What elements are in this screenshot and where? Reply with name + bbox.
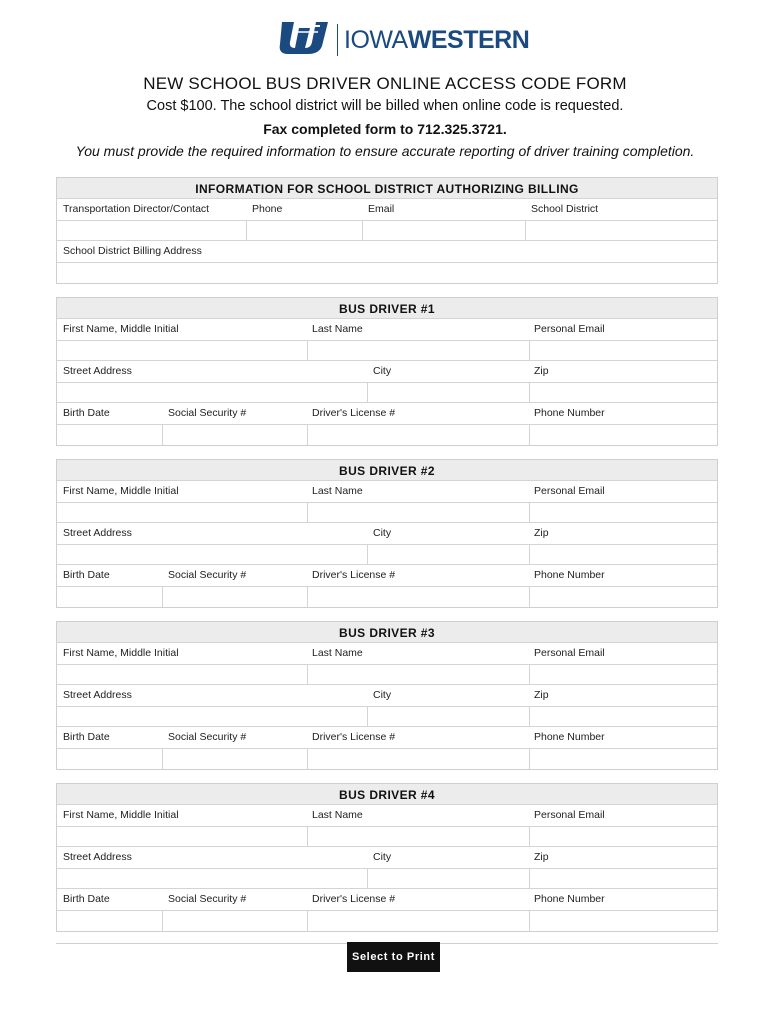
zip-label: Zip — [534, 851, 549, 863]
billing-address-label: School District Billing Address — [63, 245, 202, 257]
bus-driver-4-heading: BUS DRIVER #4 — [57, 784, 717, 805]
phone-number-label: Phone Number — [534, 407, 605, 419]
driver-input-row — [57, 869, 717, 889]
driver-3-personal-email-field[interactable] — [529, 665, 717, 684]
phone-number-label: Phone Number — [534, 893, 605, 905]
cost-text: Cost $100. The school district will be billed when online code is requested. — [146, 98, 624, 114]
drivers-license-label: Driver's License # — [312, 893, 396, 905]
driver-input-row — [57, 911, 717, 931]
billing-address-field[interactable] — [57, 263, 717, 283]
drivers-license-label: Driver's License # — [312, 569, 396, 581]
driver-3-drivers-license-field[interactable] — [307, 749, 529, 769]
zip-label: Zip — [534, 365, 549, 377]
logo-word-western: WESTERN — [407, 26, 530, 54]
driver-3-last-name-field[interactable] — [307, 665, 529, 684]
driver-label-row — [57, 889, 717, 911]
driver-2-drivers-license-field[interactable] — [307, 587, 529, 607]
iowa-western-logo — [276, 18, 530, 60]
logo-word-iowa: IOWA — [344, 26, 408, 54]
ssn-label: Social Security # — [168, 407, 247, 419]
drivers-license-label: Driver's License # — [312, 407, 396, 419]
ssn-label: Social Security # — [168, 569, 247, 581]
zip-label: Zip — [534, 689, 549, 701]
driver-1-phone-number-field[interactable] — [529, 425, 717, 445]
driver-4-drivers-license-field[interactable] — [307, 911, 529, 931]
ssn-label: Social Security # — [168, 731, 247, 743]
driver-3-zip-field[interactable] — [529, 707, 717, 726]
driver-label-row — [57, 403, 717, 425]
driver-input-row — [57, 707, 717, 727]
driver-1-street-address-field[interactable] — [57, 383, 367, 402]
driver-4-city-field[interactable] — [367, 869, 529, 888]
contact-field[interactable] — [57, 221, 246, 240]
requirement-note: You must provide the required information to ensure accurate reporting of driver training completion. — [75, 143, 695, 159]
billing-address-input-row — [57, 263, 717, 283]
driver-2-first-name-field[interactable] — [57, 503, 307, 522]
personal-email-label: Personal Email — [534, 809, 605, 821]
driver-input-row — [57, 665, 717, 685]
driver-label-row — [57, 847, 717, 869]
bus-driver-2-heading: BUS DRIVER #2 — [57, 460, 717, 481]
driver-4-last-name-field[interactable] — [307, 827, 529, 846]
first-name-label: First Name, Middle Initial — [63, 809, 179, 821]
billing-email-field[interactable] — [362, 221, 525, 240]
city-label: City — [373, 527, 392, 539]
driver-label-row — [57, 523, 717, 545]
driver-2-zip-field[interactable] — [529, 545, 717, 564]
driver-input-row — [57, 503, 717, 523]
driver-3-birth-date-field[interactable] — [57, 749, 162, 769]
billing-phone-field[interactable] — [246, 221, 362, 240]
driver-label-row — [57, 805, 717, 827]
driver-4-street-address-field[interactable] — [57, 869, 367, 888]
first-name-label: First Name, Middle Initial — [63, 647, 179, 659]
driver-label-row — [57, 361, 717, 383]
driver-label-row — [57, 319, 717, 341]
school-district-field[interactable] — [525, 221, 717, 240]
bus-driver-4-section — [56, 783, 718, 932]
driver-input-row — [57, 587, 717, 607]
driver-input-row — [57, 545, 717, 565]
logo-divider — [337, 24, 338, 56]
driver-1-city-field[interactable] — [367, 383, 529, 402]
driver-1-zip-field[interactable] — [529, 383, 717, 402]
driver-3-ssn-field[interactable] — [162, 749, 307, 769]
driver-4-phone-number-field[interactable] — [529, 911, 717, 931]
contact-label: Transportation Director/Contact — [63, 203, 210, 215]
phone-number-label: Phone Number — [534, 731, 605, 743]
personal-email-label: Personal Email — [534, 323, 605, 335]
driver-2-phone-number-field[interactable] — [529, 587, 717, 607]
driver-4-first-name-field[interactable] — [57, 827, 307, 846]
fax-instruction: Fax completed form to 712.325.3721. — [263, 121, 507, 137]
driver-3-first-name-field[interactable] — [57, 665, 307, 684]
ssn-label: Social Security # — [168, 893, 247, 905]
driver-1-first-name-field[interactable] — [57, 341, 307, 360]
driver-input-row — [57, 383, 717, 403]
bus-driver-2-section — [56, 459, 718, 608]
last-name-label: Last Name — [312, 809, 363, 821]
street-address-label: Street Address — [63, 527, 132, 539]
zip-label: Zip — [534, 527, 549, 539]
driver-input-row — [57, 827, 717, 847]
driver-input-row — [57, 341, 717, 361]
street-address-label: Street Address — [63, 851, 132, 863]
billing-heading: INFORMATION FOR SCHOOL DISTRICT AUTHORIZING BILLING — [57, 178, 717, 199]
last-name-label: Last Name — [312, 647, 363, 659]
school-district-label: School District — [531, 203, 599, 215]
personal-email-label: Personal Email — [534, 485, 605, 497]
birth-date-label: Birth Date — [63, 407, 110, 419]
city-label: City — [373, 851, 392, 863]
bus-driver-3-heading: BUS DRIVER #3 — [57, 622, 717, 643]
driver-1-birth-date-field[interactable] — [57, 425, 162, 445]
logo-wordmark — [344, 24, 529, 56]
bus-driver-1-section — [56, 297, 718, 446]
driver-2-personal-email-field[interactable] — [529, 503, 717, 522]
driver-label-row — [57, 685, 717, 707]
driver-2-birth-date-field[interactable] — [57, 587, 162, 607]
driver-2-city-field[interactable] — [367, 545, 529, 564]
billing-phone-label: Phone — [252, 203, 283, 215]
driver-3-street-address-field[interactable] — [57, 707, 367, 726]
city-label: City — [373, 689, 392, 701]
phone-number-label: Phone Number — [534, 569, 605, 581]
first-name-label: First Name, Middle Initial — [63, 323, 179, 335]
driver-2-ssn-field[interactable] — [162, 587, 307, 607]
driver-1-drivers-license-field[interactable] — [307, 425, 529, 445]
driver-4-zip-field[interactable] — [529, 869, 717, 888]
city-label: City — [373, 365, 392, 377]
bus-driver-1-heading: BUS DRIVER #1 — [57, 298, 717, 319]
billing-address-label-row — [57, 241, 717, 263]
driver-label-row — [57, 727, 717, 749]
form-title: NEW SCHOOL BUS DRIVER ONLINE ACCESS CODE FORM — [143, 74, 627, 93]
driver-label-row — [57, 481, 717, 503]
driver-4-ssn-field[interactable] — [162, 911, 307, 931]
billing-email-label: Email — [368, 203, 395, 215]
bus-driver-3-section — [56, 621, 718, 770]
birth-date-label: Birth Date — [63, 731, 110, 743]
last-name-label: Last Name — [312, 485, 363, 497]
last-name-label: Last Name — [312, 323, 363, 335]
driver-1-personal-email-field[interactable] — [529, 341, 717, 360]
personal-email-label: Personal Email — [534, 647, 605, 659]
billing-label-row — [57, 199, 717, 221]
street-address-label: Street Address — [63, 365, 132, 377]
street-address-label: Street Address — [63, 689, 132, 701]
iowa-western-logo-mark-icon — [276, 20, 332, 56]
driver-input-row — [57, 749, 717, 769]
driver-input-row — [57, 425, 717, 445]
driver-4-personal-email-field[interactable] — [529, 827, 717, 846]
drivers-license-label: Driver's License # — [312, 731, 396, 743]
billing-input-row — [57, 221, 717, 241]
driver-2-street-address-field[interactable] — [57, 545, 367, 564]
driver-1-ssn-field[interactable] — [162, 425, 307, 445]
billing-section — [56, 177, 718, 284]
driver-4-birth-date-field[interactable] — [57, 911, 162, 931]
driver-1-last-name-field[interactable] — [307, 341, 529, 360]
birth-date-label: Birth Date — [63, 569, 110, 581]
driver-2-last-name-field[interactable] — [307, 503, 529, 522]
driver-label-row — [57, 565, 717, 587]
birth-date-label: Birth Date — [63, 893, 110, 905]
driver-label-row — [57, 643, 717, 665]
select-to-print-button[interactable]: Select to Print — [347, 942, 440, 972]
driver-3-city-field[interactable] — [367, 707, 529, 726]
driver-3-phone-number-field[interactable] — [529, 749, 717, 769]
first-name-label: First Name, Middle Initial — [63, 485, 179, 497]
